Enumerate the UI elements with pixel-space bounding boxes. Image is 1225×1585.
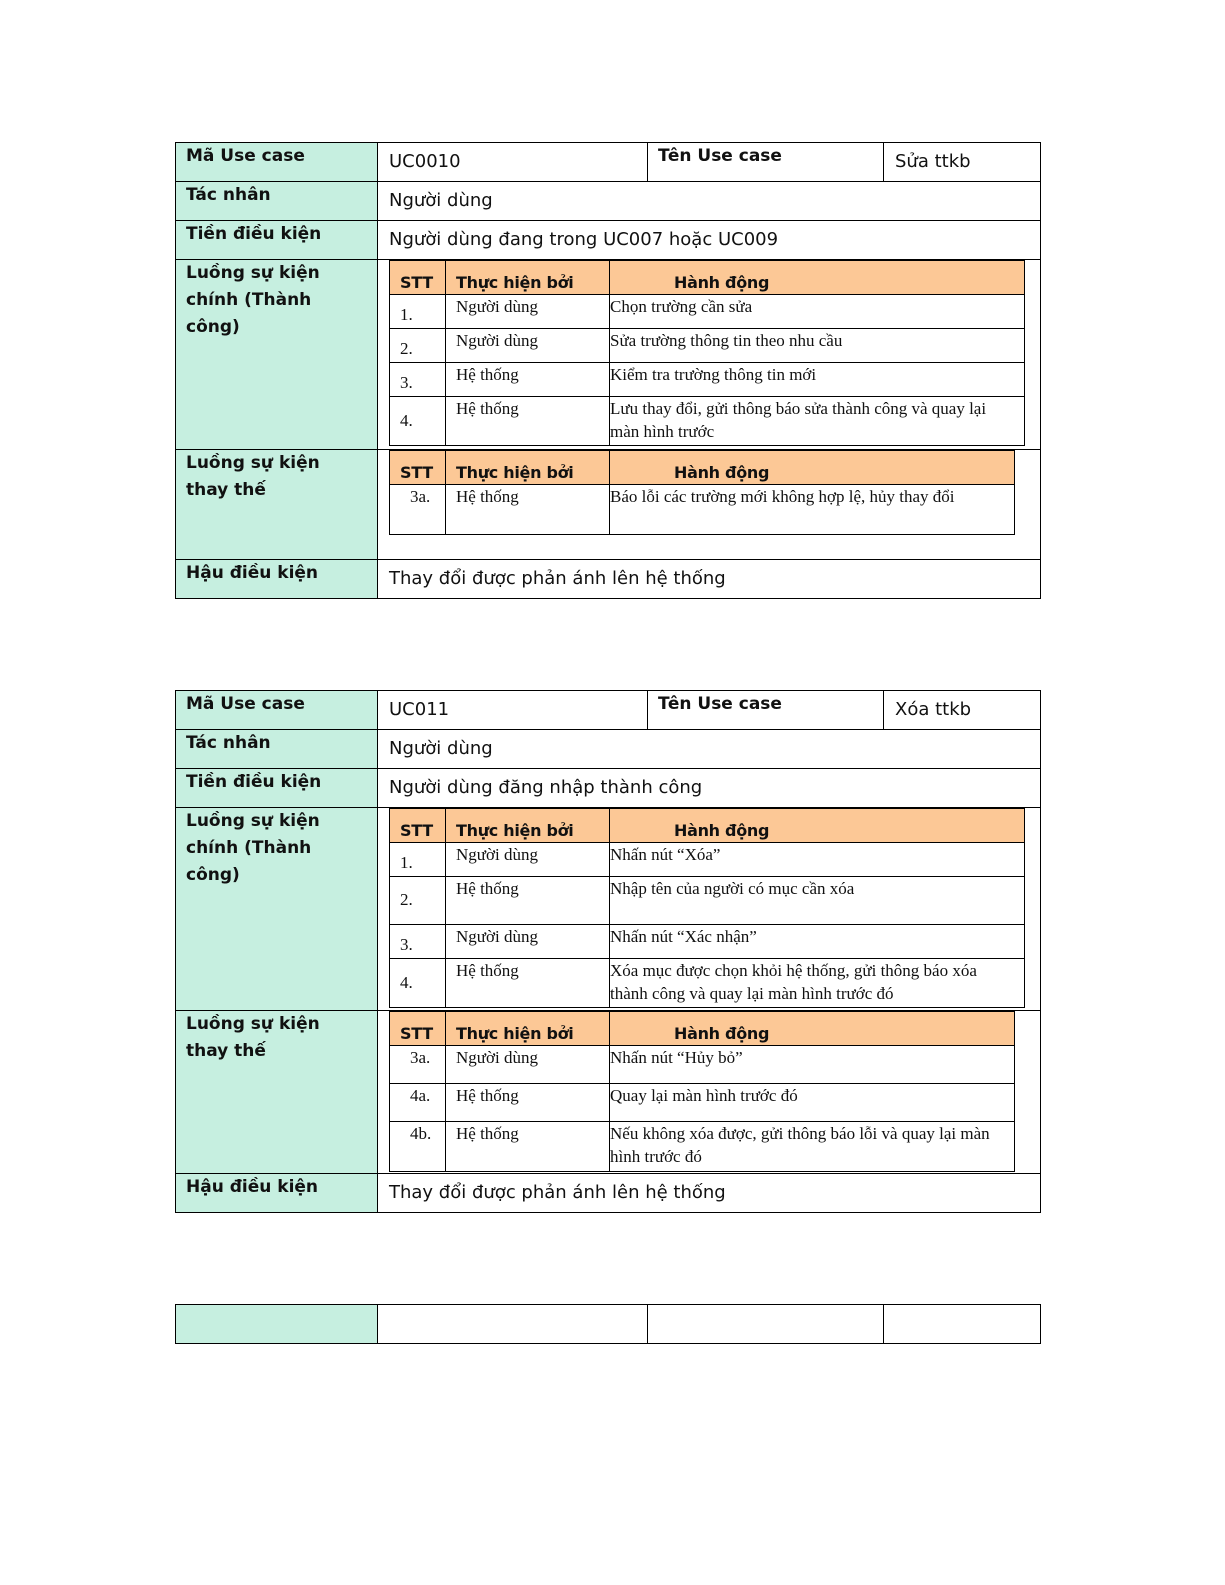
step-action: Chọn trường cần sửa <box>610 295 1025 329</box>
step-action: Lưu thay đổi, gửi thông báo sửa thành công và quay lại màn hình trước <box>610 397 1025 446</box>
label-tac-nhan: Tác nhân <box>176 182 378 221</box>
step-actor: Người dùng <box>446 843 610 877</box>
alt-flow-cell <box>378 1011 1041 1174</box>
step-actor: Người dùng <box>446 295 610 329</box>
step-actor: Người dùng <box>446 925 610 959</box>
alt-step-action: Nếu không xóa được, gửi thông báo lỗi và quay lại màn hình trước đó <box>610 1122 1015 1172</box>
step-stt: 3. <box>390 363 446 397</box>
col-by: Thực hiện bởi <box>446 451 610 485</box>
alt-step-stt: 4a. <box>390 1084 446 1122</box>
step-stt: 1. <box>390 295 446 329</box>
precondition-value: Người dùng đang trong UC007 hoặc UC009 <box>378 221 1041 260</box>
alt-step-actor: Hệ thống <box>446 485 610 535</box>
alt-step-actor: Hệ thống <box>446 1084 610 1122</box>
use-case-name: Xóa ttkb <box>884 691 1041 730</box>
label-hau-dieu-kien: Hậu điều kiện <box>176 560 378 599</box>
empty-cell <box>378 1305 648 1344</box>
step-actor: Hệ thống <box>446 959 610 1008</box>
alt-step-action: Báo lỗi các trường mới không hợp lệ, hủy thay đổi <box>610 485 1015 535</box>
step-stt: 4. <box>390 959 446 1008</box>
main-flow-table <box>389 260 1025 446</box>
alt-step-actor: Hệ thống <box>446 1122 610 1172</box>
col-by: Thực hiện bởi <box>446 1012 610 1046</box>
col-action: Hành động <box>610 261 1025 295</box>
precondition-value: Người dùng đăng nhập thành công <box>378 769 1041 808</box>
use-case-table-empty <box>175 1304 1041 1344</box>
label-tac-nhan: Tác nhân <box>176 730 378 769</box>
col-by: Thực hiện bởi <box>446 261 610 295</box>
col-by: Thực hiện bởi <box>446 809 610 843</box>
label-ten-use-case: Tên Use case <box>648 143 884 182</box>
label-tien-dieu-kien: Tiền điều kiện <box>176 769 378 808</box>
alt-flow-table <box>389 450 1015 535</box>
step-stt: 3. <box>390 925 446 959</box>
step-action: Nhập tên của người có mục cần xóa <box>610 877 1025 925</box>
step-action: Nhấn nút “Xác nhận” <box>610 925 1025 959</box>
label-tien-dieu-kien: Tiền điều kiện <box>176 221 378 260</box>
use-case-table-uc011 <box>175 690 1041 1213</box>
label-luong-thay-the: Luồng sự kiện thay thế <box>176 450 378 560</box>
use-case-code: UC011 <box>378 691 648 730</box>
step-actor: Hệ thống <box>446 877 610 925</box>
empty-cell <box>648 1305 884 1344</box>
col-action: Hành động <box>610 1012 1015 1046</box>
use-case-table-uc0010 <box>175 142 1041 599</box>
alt-step-stt: 3a. <box>390 485 446 535</box>
postcondition-value: Thay đổi được phản ánh lên hệ thống <box>378 560 1041 599</box>
label-luong-thay-the: Luồng sự kiện thay thế <box>176 1011 378 1174</box>
alt-step-actor: Người dùng <box>446 1046 610 1084</box>
alt-flow-cell <box>378 450 1041 560</box>
use-case-code: UC0010 <box>378 143 648 182</box>
step-stt: 2. <box>390 329 446 363</box>
label-ma-use-case: Mã Use case <box>176 691 378 730</box>
step-action: Sửa trường thông tin theo nhu cầu <box>610 329 1025 363</box>
actor-value: Người dùng <box>378 182 1041 221</box>
col-stt: STT <box>390 809 446 843</box>
step-action: Xóa mục được chọn khỏi hệ thống, gửi thông báo xóa thành công và quay lại màn hình trước đó <box>610 959 1025 1008</box>
empty-cell <box>884 1305 1041 1344</box>
step-stt: 2. <box>390 877 446 925</box>
step-stt: 4. <box>390 397 446 446</box>
alt-step-stt: 4b. <box>390 1122 446 1172</box>
alt-flow-table <box>389 1011 1015 1172</box>
alt-step-stt: 3a. <box>390 1046 446 1084</box>
step-stt: 1. <box>390 843 446 877</box>
alt-step-action: Quay lại màn hình trước đó <box>610 1084 1015 1122</box>
actor-value: Người dùng <box>378 730 1041 769</box>
postcondition-value: Thay đổi được phản ánh lên hệ thống <box>378 1174 1041 1213</box>
alt-step-action: Nhấn nút “Hủy bỏ” <box>610 1046 1015 1084</box>
main-flow-table <box>389 808 1025 1008</box>
label-luong-chinh: Luồng sự kiện chính (Thành công) <box>176 808 378 1011</box>
step-action: Nhấn nút “Xóa” <box>610 843 1025 877</box>
col-action: Hành động <box>610 809 1025 843</box>
col-action: Hành động <box>610 451 1015 485</box>
step-actor: Hệ thống <box>446 397 610 446</box>
label-ten-use-case: Tên Use case <box>648 691 884 730</box>
step-actor: Người dùng <box>446 329 610 363</box>
main-flow-cell <box>378 808 1041 1011</box>
empty-label-cell <box>176 1305 378 1344</box>
use-case-name: Sửa ttkb <box>884 143 1041 182</box>
step-action: Kiểm tra trường thông tin mới <box>610 363 1025 397</box>
main-flow-cell <box>378 260 1041 450</box>
step-actor: Hệ thống <box>446 363 610 397</box>
label-hau-dieu-kien: Hậu điều kiện <box>176 1174 378 1213</box>
label-luong-chinh: Luồng sự kiện chính (Thành công) <box>176 260 378 450</box>
col-stt: STT <box>390 261 446 295</box>
col-stt: STT <box>390 1012 446 1046</box>
label-ma-use-case: Mã Use case <box>176 143 378 182</box>
col-stt: STT <box>390 451 446 485</box>
